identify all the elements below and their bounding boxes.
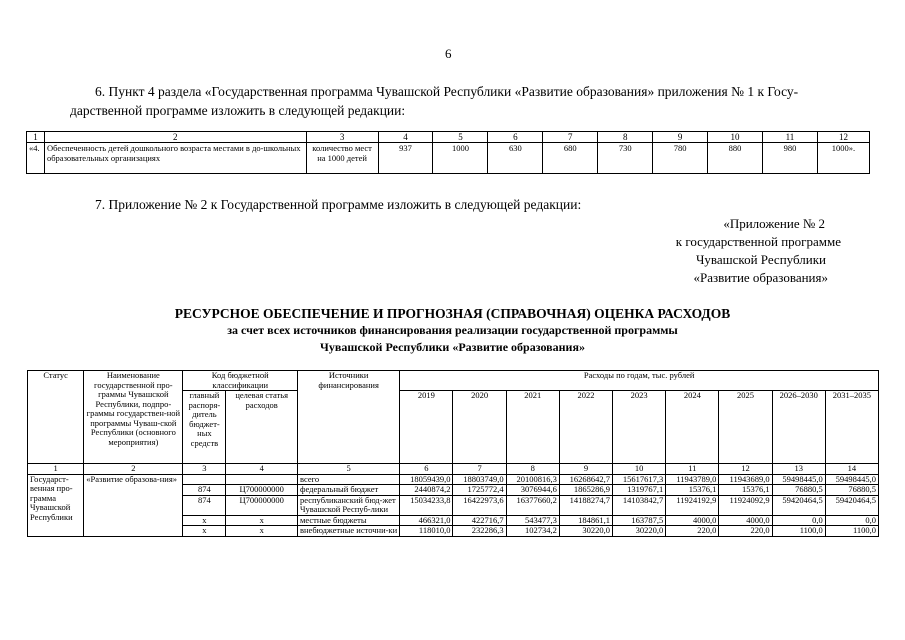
head-year: 2022 (559, 391, 612, 464)
column-number: 7 (453, 464, 506, 475)
expense-value: 18059439,0 (400, 474, 453, 485)
resource-table-column-numbers (28, 464, 879, 475)
expense-value: 59498445,0 (772, 474, 825, 485)
head-main-admin: главный распоря-дитель бюджет-ных средств (183, 391, 226, 464)
head-name: Наименование государственной про-граммы Чувашской Республики, подпро-граммы государствен-ной программы Чуваш-ской Республики (основного мероприятия) (84, 371, 183, 464)
expense-value: 16422973,6 (453, 495, 506, 515)
head-year: 2020 (453, 391, 506, 464)
expense-value: 76880,5 (825, 485, 878, 496)
head-budget-code: Код бюджетной классификации (183, 371, 298, 391)
target-item-code: Ц700000000 (226, 495, 298, 515)
expense-value: 4000,0 (666, 515, 719, 526)
indicator-value: 1000». (817, 143, 869, 174)
indicator-column-number: 6 (488, 132, 543, 143)
indicator-value: 937 (378, 143, 433, 174)
expense-value: 1100,0 (772, 526, 825, 537)
resource-table (27, 370, 879, 537)
appendix-line-1: «Приложение № 2 (723, 216, 825, 231)
head-year: 2031–2035 (825, 391, 878, 464)
column-number: 4 (226, 464, 298, 475)
expense-value: 184861,1 (559, 515, 612, 526)
indicator-value: 1000 (433, 143, 488, 174)
expense-value: 11924192,9 (666, 495, 719, 515)
column-number: 13 (772, 464, 825, 475)
expense-value: 102734,2 (506, 526, 559, 537)
appendix-heading (600, 215, 880, 287)
indicator-value: 980 (763, 143, 818, 174)
expense-value: 1100,0 (825, 526, 878, 537)
expense-value: 220,0 (719, 526, 772, 537)
column-number: 1 (28, 464, 84, 475)
indicator-column-number: 1 (27, 132, 45, 143)
indicator-column-number: 7 (543, 132, 598, 143)
expense-value: 30220,0 (613, 526, 666, 537)
expense-value: 15617617,3 (613, 474, 666, 485)
indicator-value: 630 (488, 143, 543, 174)
target-item-code: x (226, 515, 298, 526)
head-target-item: целевая статья расходов (226, 391, 298, 464)
expense-value: 14188274,7 (559, 495, 612, 515)
expense-value: 0,0 (772, 515, 825, 526)
column-number: 11 (666, 464, 719, 475)
funding-source: всего (298, 474, 400, 485)
expense-value: 76880,5 (772, 485, 825, 496)
expense-value: 14103842,7 (613, 495, 666, 515)
expense-value: 59498445,0 (825, 474, 878, 485)
expense-value: 1319767,1 (613, 485, 666, 496)
expense-value: 59420464,5 (825, 495, 878, 515)
indicator-column-number: 2 (44, 132, 306, 143)
head-year: 2019 (400, 391, 453, 464)
document-subtitle: за счет всех источников финансирования реализации государственной программы (227, 323, 678, 337)
column-number: 8 (506, 464, 559, 475)
head-year: 2025 (719, 391, 772, 464)
expense-value: 15376,1 (719, 485, 772, 496)
target-item-code: Ц700000000 (226, 485, 298, 496)
expense-value: 3076944,6 (506, 485, 559, 496)
expense-value: 118010,0 (400, 526, 453, 537)
head-year: 2026–2030 (772, 391, 825, 464)
head-year: 2023 (613, 391, 666, 464)
indicator-value: 880 (708, 143, 763, 174)
head-year: 2024 (666, 391, 719, 464)
indicator-column-number: 9 (653, 132, 708, 143)
expense-value: 15034233,8 (400, 495, 453, 515)
indicator-column-number: 10 (708, 132, 763, 143)
column-number: 5 (298, 464, 400, 475)
column-number: 12 (719, 464, 772, 475)
target-item-code (226, 474, 298, 485)
paragraph-7: 7. Приложение № 2 к Государственной программе изложить в следующей редакции: (95, 197, 582, 212)
main-admin-code: x (183, 515, 226, 526)
indicator-name: Обеспеченность детей дошкольного возраста местами в до-школьных образовательных организациях (44, 143, 306, 174)
indicator-unit: количество мест на 1000 детей (306, 143, 378, 174)
expense-value: 4000,0 (719, 515, 772, 526)
head-year: 2021 (506, 391, 559, 464)
main-admin-code: 874 (183, 485, 226, 496)
column-number: 6 (400, 464, 453, 475)
expense-value: 30220,0 (559, 526, 612, 537)
status-cell: Государст-венная про-грамма Чувашской Республики (28, 474, 84, 536)
expense-value: 16377660,2 (506, 495, 559, 515)
indicator-num: «4. (27, 143, 45, 174)
document-title: РЕСУРСНОЕ ОБЕСПЕЧЕНИЕ И ПРОГНОЗНАЯ (СПРАВОЧНАЯ) ОЦЕНКА РАСХОДОВ (174, 306, 731, 321)
expense-value: 1725772,4 (453, 485, 506, 496)
column-number: 2 (84, 464, 183, 475)
funding-source: федеральный бюджет (298, 485, 400, 496)
indicator-column-number: 3 (306, 132, 378, 143)
expense-value: 18803749,0 (453, 474, 506, 485)
document-subtitle-2: Чувашской Республики «Развитие образования» (320, 340, 585, 354)
expense-value: 59420464,5 (772, 495, 825, 515)
appendix-line-4: «Развитие образования» (693, 270, 828, 285)
main-admin-code: x (183, 526, 226, 537)
expense-value: 2440874,2 (400, 485, 453, 496)
indicator-table (26, 131, 870, 174)
expense-value: 15376,1 (666, 485, 719, 496)
indicator-column-number: 4 (378, 132, 433, 143)
indicator-table-row (27, 143, 870, 174)
expense-value: 16268642,7 (559, 474, 612, 485)
funding-source: внебюджетные источни-ки (298, 526, 400, 537)
expense-value: 11943789,0 (666, 474, 719, 485)
expense-value: 20100816,3 (506, 474, 559, 485)
indicator-column-number: 12 (817, 132, 869, 143)
indicator-column-number: 5 (433, 132, 488, 143)
expense-value: 543477,3 (506, 515, 559, 526)
main-admin-code: 874 (183, 495, 226, 515)
indicator-column-number: 8 (598, 132, 653, 143)
column-number: 3 (183, 464, 226, 475)
head-status: Статус (28, 371, 84, 464)
indicator-value: 730 (598, 143, 653, 174)
column-number: 14 (825, 464, 878, 475)
funding-source: местные бюджеты (298, 515, 400, 526)
expense-value: 1865286,9 (559, 485, 612, 496)
expense-value: 0,0 (825, 515, 878, 526)
funding-source: республиканский бюд-жет Чувашской Респуб-лики (298, 495, 400, 515)
expense-value: 220,0 (666, 526, 719, 537)
expense-value: 11943689,0 (719, 474, 772, 485)
paragraph-6 (70, 82, 855, 120)
indicator-value: 780 (653, 143, 708, 174)
resource-table-body (28, 474, 879, 536)
appendix-line-3: Чувашской Республики (695, 252, 826, 267)
column-number: 10 (613, 464, 666, 475)
target-item-code: x (226, 526, 298, 537)
main-admin-code (183, 474, 226, 485)
expense-value: 422716,7 (453, 515, 506, 526)
appendix-line-2: к государственной программе (675, 234, 841, 249)
paragraph-6-line-1: 6. Пункт 4 раздела «Государственная программа Чувашской Республики «Развитие образования» приложения № 1 к Госу- (95, 84, 799, 99)
paragraph-6-line-2: дарственной программе изложить в следующей редакции: (70, 103, 406, 118)
expense-value: 11924092,9 (719, 495, 772, 515)
resource-table-head-row-1 (28, 371, 879, 391)
head-expenses: Расходы по годам, тыс. рублей (400, 371, 879, 391)
expense-value: 232286,3 (453, 526, 506, 537)
head-sources: Источники финансирования (298, 371, 400, 464)
indicator-table-header (27, 132, 870, 143)
expense-value: 163787,5 (613, 515, 666, 526)
resource-table-row (28, 474, 879, 485)
page-number: 6 (445, 46, 452, 61)
program-name-cell: «Развитие образова-ния» (84, 474, 183, 536)
column-number: 9 (559, 464, 612, 475)
expense-value: 466321,0 (400, 515, 453, 526)
indicator-value: 680 (543, 143, 598, 174)
indicator-column-number: 11 (763, 132, 818, 143)
